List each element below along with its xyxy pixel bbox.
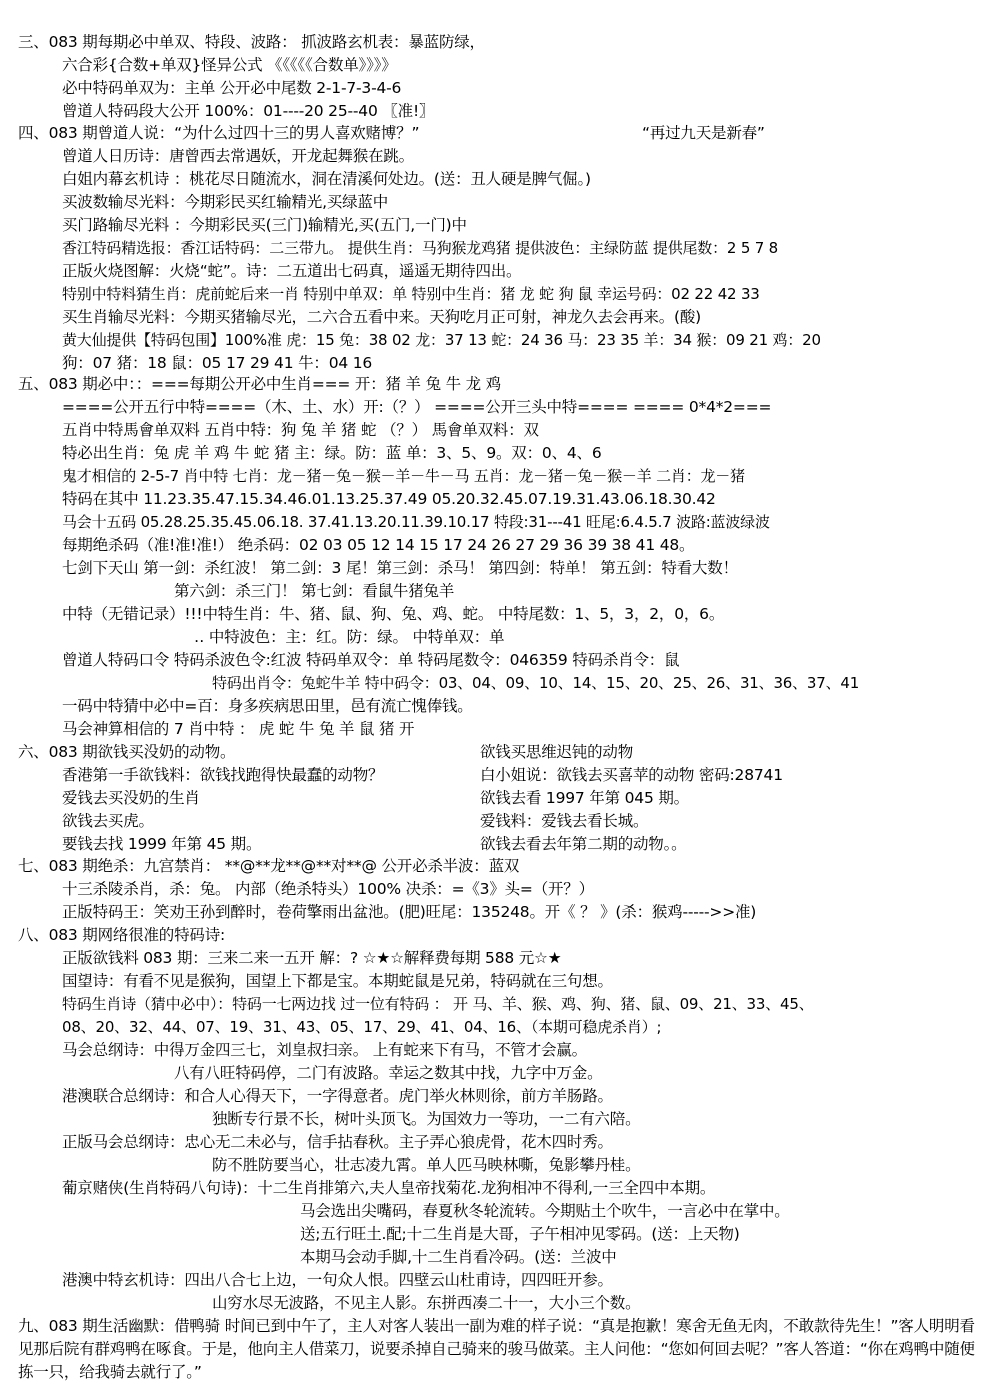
- sec5-line-8: 每期绝杀码（准!准!准!） 绝杀码：02 03 05 12 14 15 17 24 26 27 29 36 39 38 41 48。: [62, 536, 695, 554]
- sec8-line-2: 正版欲钱料 083 期：三来二来一五开 解：? ☆★☆解释费每期 588 元☆★: [62, 949, 562, 967]
- sec8-line-15: 本期马会动手脚,十二生肖看冷码。(送：兰波中: [300, 1248, 617, 1266]
- sec6-right-3: 欲钱去看 1997 年第 045 期。: [480, 789, 689, 807]
- sec3-line-4: 曾道人特码段大公开 100%：01----20 25--40 〖准!〗: [62, 102, 435, 120]
- sec5-line-4: 特必出生肖：兔 虎 羊 鸡 牛 蛇 猪 主：绿。防：蓝 单：3、5、9。双：0、4、6: [62, 444, 602, 462]
- sec4-line-6: 香江特码精选报：香江话特码：二三带九。 提供生肖：马狗猴龙鸡猪 提供波色：主绿防蓝 提供尾数：2 5 7 8: [62, 239, 778, 257]
- sec8-line-17: 山穷水尽无波路，不见主人影。东拼西凑二十一，大小三个数。: [212, 1294, 641, 1312]
- sec4-line-7: 正版火烧图解：火烧“蛇”。诗：二五道出七码真，遥遥无期待四出。: [62, 262, 522, 280]
- sec8-line-8: 港澳联合总纲诗：和合人心得天下，一字得意者。虎门举火林则徐，前方羊肠路。: [62, 1087, 613, 1105]
- sec4-line-2: 曾道人日历诗：唐曾西去常遇妖，开龙起舞猴在跳。: [62, 147, 414, 165]
- sec6-right-2: 白小姐说：欲钱去买喜苹的动物 密码:28741: [480, 766, 783, 784]
- sec8-line-11: 防不胜防要当心，壮志凌九霄。单人匹马映林嘶，兔影攀丹桂。: [212, 1156, 641, 1174]
- sec5-line-6: 特码在其中 11.23.35.47.15.34.46.01.13.25.37.49 05.20.32.45.07.19.31.43.06.18.30.42: [62, 490, 716, 508]
- sec3-line-2: 六合彩{合数+单双}怪异公式 《《《《《合数单》》》》: [62, 56, 397, 74]
- sec6-left-3: 爱钱去买没奶的生肖: [62, 789, 200, 807]
- sec7-line-2: 十三杀陵杀肖，杀：兔。 内部（绝杀特头）100% 决杀：=《3》头=（开？）: [62, 880, 594, 898]
- sec6-left-5: 要钱去找 1999 年第 45 期。: [62, 835, 262, 853]
- sec8-line-5: 08、20、32、44、07、19、31、43、05、17、29、41、04、16、（本期可稳虎杀肖）;: [62, 1018, 662, 1036]
- sec6-right-1: 欲钱买思维迟钝的动物: [480, 743, 634, 761]
- sec8-line-6: 马会总纲诗：中得万金四三七，刘皇叔扫亲。 上有蛇来下有马，不管才会赢。: [62, 1041, 587, 1059]
- sec5-line-10: 第六剑：杀三门！ 第七剑：看鼠牛猪兔羊: [174, 582, 455, 600]
- sec8-line-4: 特码生肖诗（猜中必中）：特码一七两边找 过一位有特码 ： 开 马、羊、猴、鸡、狗、猪、鼠、09、21、33、45、: [62, 995, 814, 1013]
- sec4-line-1-right: “再过九天是新春”: [642, 124, 765, 142]
- sec8-line-13: 马会选出尖嘴码，春夏秋冬轮流转。今期贴土个吹牛，一言必中在掌中。: [300, 1202, 790, 1220]
- sec5-line-7: 马会十五码 05.28.25.35.45.06.18. 37.41.13.20.11.39.10.17 特段:31---41 旺尾:6.4.5.7 波路:蓝波绿波: [62, 513, 770, 531]
- sec5-line-2: ====公开五行中特====（木、土、水）开:（？） ====公开三头中特==== ==== 0*4*2===: [62, 398, 772, 416]
- sec6-left-1: 六、083 期欲钱买没奶的动物。: [18, 743, 236, 761]
- sec5-line-13: 曾道人特码口令 特码杀波色令:红波 特码单双令：单 特码尾数令：046359 特码杀肖令：鼠: [62, 651, 680, 669]
- sec8-line-7: 八有八旺特码停，二门有波路。幸运之数其中找，九字中万金。: [174, 1064, 603, 1082]
- sec4-line-3: 白姐内幕玄机诗 ：桃花尽日随流水，洞在清溪何处边。(送：丑人硬是脾气倔。): [62, 170, 591, 188]
- sec4-line-4: 买波数输尽光料：今期彩民买红输精光,买绿蓝中: [62, 193, 389, 211]
- sec5-line-14: 特码出肖令：兔蛇牛羊 特中码令：03、04、09、10、14、15、20、25、26、31、36、37、41: [212, 674, 860, 692]
- sec4-line-8: 特别中特料猜生肖：虎前蛇后来一肖 特别中单双：单 特别中生肖：猪 龙 蛇 狗 鼠 幸运号码：02 22 42 33: [62, 285, 760, 303]
- sec4-line-9: 买生肖输尽光料：今期买猪输尽光，二六合五看中来。天狗吃月正可射，神龙久去会再来。(酸): [62, 308, 701, 326]
- sec5-line-5: 鬼才相信的 2-5-7 肖中特 七肖：龙－猪－兔－猴－羊－牛－马 五肖：龙－猪－兔－猴－羊 二肖：龙－猪: [62, 467, 745, 485]
- sec3-line-3: 必中特码单双为：主单 公开必中尾数 2-1-7-3-4-6: [62, 79, 402, 97]
- sec5-line-1: 五、083 期必中：：===每期公开必中生肖=== 开：猪 羊 兔 牛 龙 鸡: [18, 375, 501, 393]
- sec8-line-16: 港澳中特玄机诗：四出八合七上边，一句众人恨。四壁云山杜甫诗，四四旺开参。: [62, 1271, 613, 1289]
- sec8-line-3: 国望诗：有看不见是猴狗，国望上下都是宝。本期蛇鼠是兄弟，特码就在三句想。: [62, 972, 613, 990]
- sec4-line-5: 买门路输尽光料 ：今期彩民买(三门)输精光,买(五门,一门)中: [62, 216, 467, 234]
- sec5-line-12: ‥ 中特波色：主：红。防：绿。 中特单双：单: [194, 628, 505, 646]
- sec5-line-3: 五肖中特馬會单双料 五肖中特：狗 兔 羊 猪 蛇 （？） 馬會单双料：双: [62, 421, 539, 439]
- sec8-line-9: 独断专行景不长，树叶头顶飞。为国效力一等功，一二有六陪。: [212, 1110, 641, 1128]
- sec6-left-2: 香港第一手欲钱料：欲钱找跑得快最蠢的动物？: [62, 766, 384, 784]
- sec7-line-3: 正版特码王：笑劝王孙到醉时，卷荷擎雨出盆池。(肥)旺尾：135248。开《 ？ 》(杀：猴鸡----->>准): [62, 903, 757, 921]
- sec8-line-1: 八、083 期网络很准的特码诗:: [18, 926, 226, 944]
- sec5-line-11: 中特（无错记录）!!!中特生肖：牛、猪、鼠、狗、兔、鸡、蛇。 中特尾数：1、5，3，2，0，6。: [62, 605, 725, 623]
- sec5-line-15: 一码中特猜中必中=百：身多疾病思田里，邑有流亡愧俸钱。: [62, 697, 473, 715]
- sec5-line-16: 马会神算相信的 7 肖中特 ： 虎 蛇 牛 兔 羊 鼠 猪 开: [62, 720, 415, 738]
- sec3-line-1: 三、083 期每期必中单双、特段、波路： 抓波路玄机表：暴蓝防绿，: [18, 33, 485, 51]
- sec6-left-4: 欲钱去买虎。: [62, 812, 154, 830]
- sec8-line-10: 正版马会总纲诗：忠心无二未必与，信手拈春秋。主子弄心狼虎骨，花木四时秀。: [62, 1133, 613, 1151]
- sec6-right-5: 欲钱去看去年第二期的动物。。: [480, 835, 687, 853]
- sec8-line-12: 葡京赌侠(生肖特码八句诗)：十二生肖排第六,夫人皇帝找菊花.龙狗相冲不得利,一三全四中本期。: [62, 1179, 716, 1197]
- sec5-line-9: 七剑下天山 第一剑：杀红波！ 第二剑：3 尾！第三剑：杀马！ 第四剑：特单！ 第五剑：特看大数！: [62, 559, 738, 577]
- sec7-line-1: 七、083 期绝杀：九宫禁肖： **@**龙**@**对**@ 公开必杀半波：蓝双: [18, 857, 520, 875]
- sec4-line-1: 四、083 期曾道人说：“为什么过四十三的男人喜欢赌博？”: [18, 124, 420, 142]
- sec4-line-10: 黄大仙提供【特码包围】100%准 虎：15 兔：38 02 龙：37 13 蛇：24 36 马：23 35 羊：34 猴：09 21 鸡：20: [62, 331, 821, 349]
- sec8-line-14: 送;五行旺土.配;十二生肖是大哥，子午相冲见零码。(送：上天物): [300, 1225, 740, 1243]
- sec4-line-11: 狗：07 猪：18 鼠：05 17 29 41 牛：04 16: [62, 354, 373, 372]
- sec9-humor-paragraph: 九、083 期生活幽默：借鸭骑 时间已到中午了，主人对客人装出一副为难的样子说：“真是抱歉！寒舍无鱼无肉，不敢款待先生！”客人明明看见那后院有群鸡鸭在啄食。于是，他向主人借菜刀，说要杀掉自己骑来的骏马做菜。主人问他：“您如何回去呢？”客人答道：“你在鸡鸭中随便拣一只，给我骑去就行了。”: [18, 1317, 975, 1381]
- sec6-right-4: 爱钱料：爱钱去看长城。: [480, 812, 649, 830]
